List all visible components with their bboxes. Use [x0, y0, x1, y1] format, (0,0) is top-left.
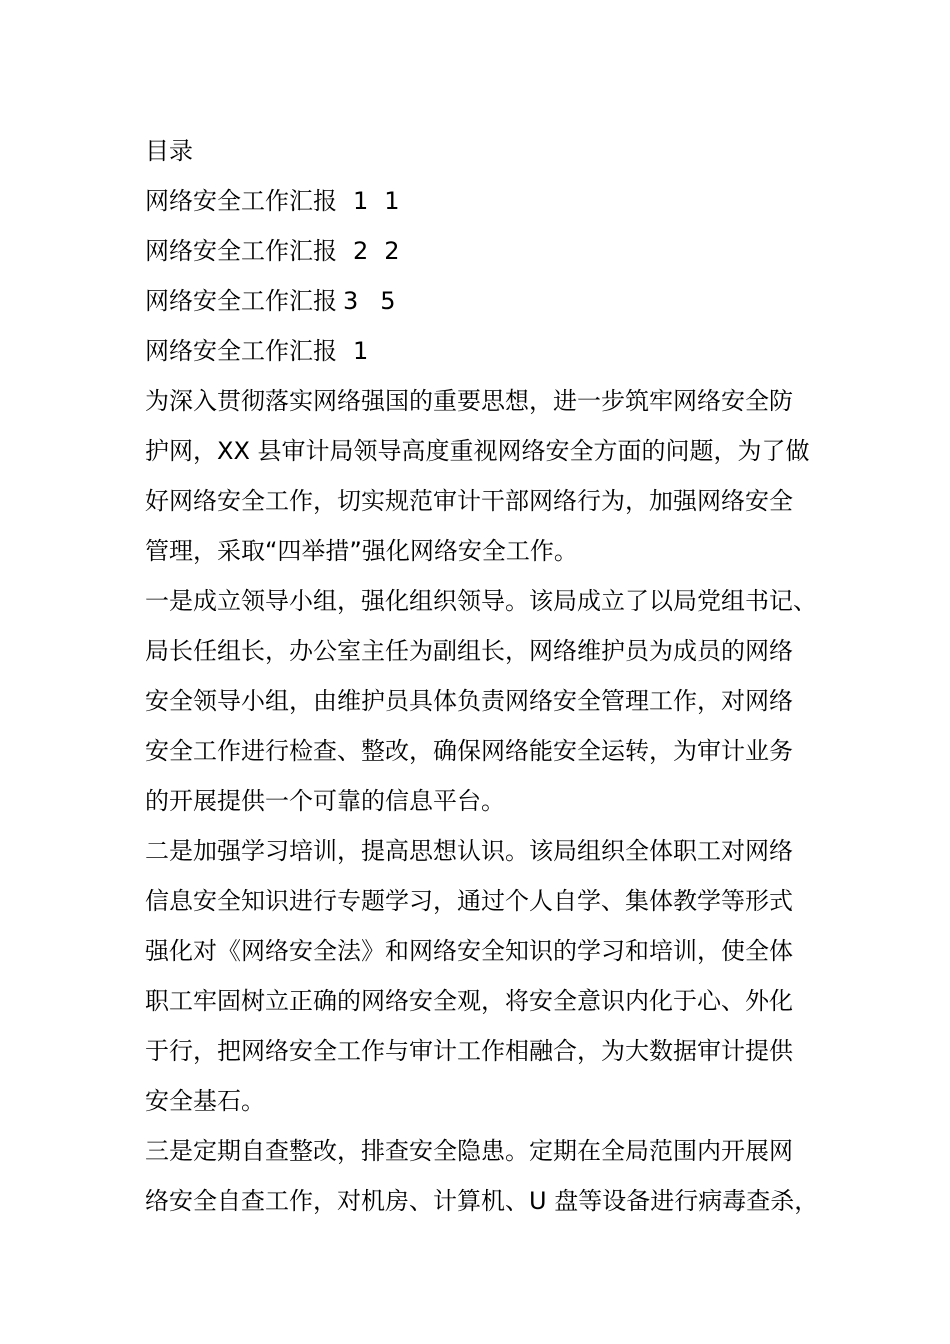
toc-entry-number: 1: [353, 187, 369, 215]
toc-entry[interactable]: [145, 176, 825, 226]
body-line: 的开展提供一个可靠的信息平台。: [145, 787, 505, 815]
body-line: 局长任组长，办公室主任为副组长，网络维护员为成员的网络: [145, 637, 793, 665]
body-line: 好网络安全工作，切实规范审计干部网络行为，加强网络安全: [145, 487, 793, 515]
section-title: 网络安全工作汇报: [145, 337, 337, 365]
body-line: 一是成立领导小组，强化组织领导。该局成立了以局党组书记、: [145, 587, 817, 615]
body-line: 管理，采取“四举措”强化网络安全工作。: [145, 537, 578, 565]
section-heading: [145, 326, 825, 376]
body-line: 为深入贯彻落实网络强国的重要思想，进一步筑牢网络安全防: [145, 387, 793, 415]
toc-heading: 目录: [145, 137, 193, 165]
toc-entry-title: 网络安全工作汇报: [145, 187, 337, 215]
body-line: 信息安全知识进行专题学习，通过个人自学、集体教学等形式: [145, 887, 793, 915]
body-line: 络安全自查工作，对机房、计算机、U 盘等设备进行病毒查杀，: [145, 1187, 819, 1215]
toc-entry-number: 3: [343, 287, 359, 315]
body-line: 强化对《网络安全法》和网络安全知识的学习和培训，使全体: [145, 937, 793, 965]
section-number: 1: [353, 337, 369, 365]
body-line: 安全基石。: [145, 1087, 265, 1115]
toc-entry-title: 网络安全工作汇报: [145, 237, 337, 265]
body-line: 于行，把网络安全工作与审计工作相融合，为大数据审计提供: [145, 1037, 793, 1065]
body-line: 安全领导小组，由维护员具体负责网络安全管理工作，对网络: [145, 687, 793, 715]
toc-entry-number: 2: [353, 237, 369, 265]
toc-entry-page: 1: [384, 187, 400, 215]
body-line: 职工牢固树立正确的网络安全观，将安全意识内化于心、外化: [145, 987, 793, 1015]
document-content: [145, 126, 825, 1226]
body-line: 安全工作进行检查、整改，确保网络能安全运转，为审计业务: [145, 737, 793, 765]
body-line: 三是定期自查整改，排查安全隐患。定期在全局范围内开展网: [145, 1137, 793, 1165]
body-line: 二是加强学习培训，提高思想认识。该局组织全体职工对网络: [145, 837, 793, 865]
toc-entry[interactable]: [145, 276, 825, 326]
toc-entry[interactable]: [145, 226, 825, 276]
toc-entry-page: 2: [384, 237, 400, 265]
toc-entry-page: 5: [380, 287, 396, 315]
body-line: 护网，XX 县审计局领导高度重视网络安全方面的问题，为了做: [145, 437, 810, 465]
toc-entry-title: 网络安全工作汇报: [145, 287, 337, 315]
